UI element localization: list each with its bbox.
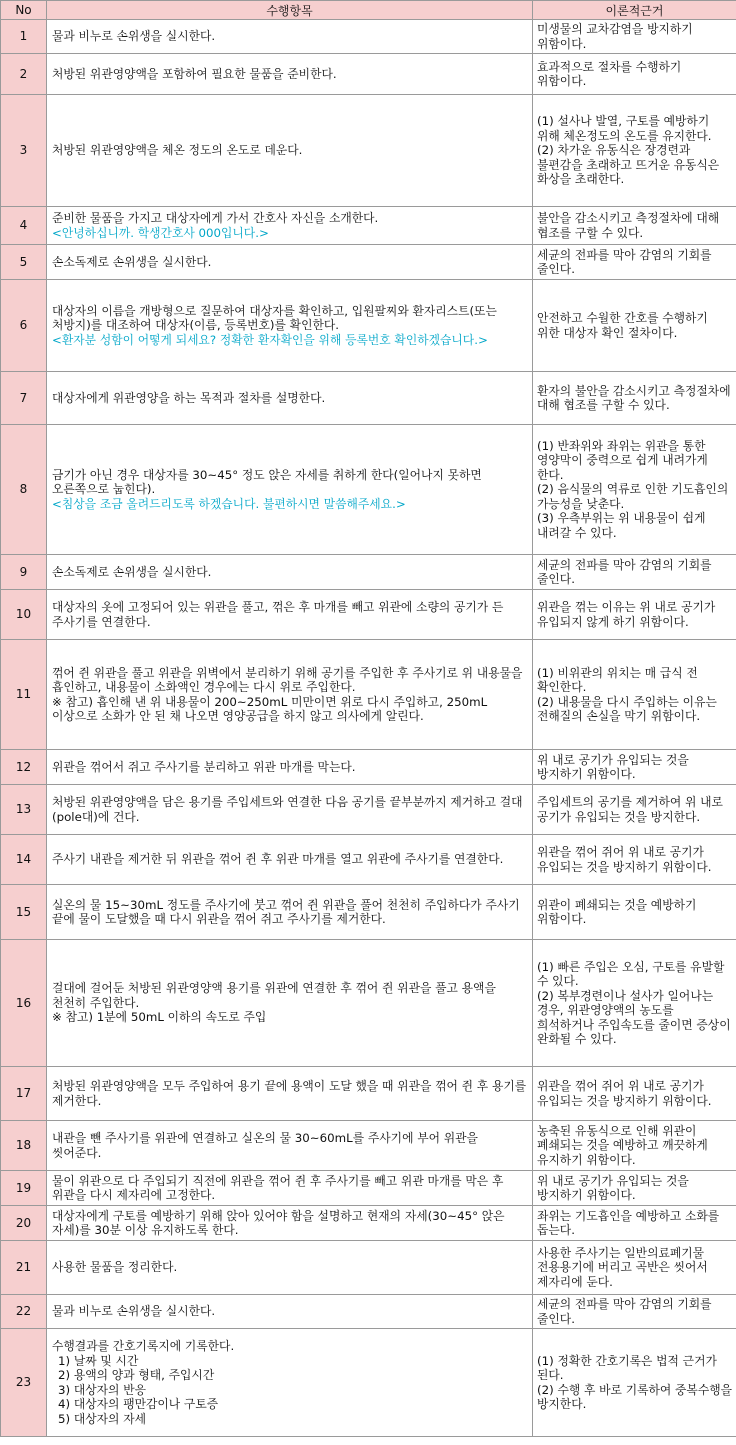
step-cell (47, 54, 533, 95)
rationale-cell (533, 54, 736, 95)
step-cell (47, 95, 533, 207)
row-number: 3 (1, 95, 47, 207)
step-text: 처방된 위관영양액을 체온 정도의 온도로 데운다. (52, 143, 303, 158)
nurse-script-text: <안녕하십니까. 학생간호사 000입니다.> (52, 225, 269, 240)
rationale-cell (533, 835, 736, 885)
row-number: 12 (1, 750, 47, 785)
rationale-cell (533, 372, 736, 425)
step-text: 위관을 꺾어서 쥐고 주사기를 분리하고 위관 마개를 막는다. (52, 759, 356, 774)
table-row (1, 555, 736, 590)
rationale-text: (1) 비위관의 위치는 매 급식 전 확인한다. (537, 665, 698, 694)
step-cell (47, 885, 533, 940)
step-cell (47, 1329, 533, 1437)
rationale-cell (533, 1241, 736, 1295)
table-row (1, 207, 736, 245)
record-list-item: 1) 날짜 및 시간 (58, 1353, 139, 1368)
rationale-cell (533, 1295, 736, 1329)
record-list-item: 2) 용액의 양과 형태, 주입시간 (58, 1368, 215, 1382)
step-cell (47, 1241, 533, 1295)
step-cell (47, 425, 533, 555)
step-text: 준비한 물품을 가지고 대상자에게 가서 간호사 자신을 소개한다. (52, 211, 379, 225)
step-text: 대상자의 옷에 고정되어 있는 위관을 풀고, 꺾은 후 마개를 빼고 위관에 소량의 공기가 든 주사기를 연결한다. (52, 600, 504, 629)
step-cell (47, 372, 533, 425)
table-row (1, 245, 736, 280)
header-no: No (1, 1, 47, 20)
step-cell (47, 1295, 533, 1329)
row-number: 17 (1, 1067, 47, 1121)
rationale-text: (1) 정확한 간호기록은 법적 근거가 된다. (537, 1353, 717, 1382)
row-number: 20 (1, 1206, 47, 1241)
step-text: 손소독제로 손위생을 실시한다. (52, 254, 212, 269)
row-number: 6 (1, 280, 47, 372)
row-number: 7 (1, 372, 47, 425)
step-cell (47, 207, 533, 245)
step-cell (47, 940, 533, 1067)
table-row (1, 54, 736, 95)
step-cell (47, 1206, 533, 1241)
step-text: 대상자에게 구토를 예방하기 위해 앉아 있어야 함을 설명하고 현재의 자세(30~45° 앉은 자세)를 30분 이상 유지하도록 한다. (52, 1208, 505, 1237)
row-number: 14 (1, 835, 47, 885)
table-row (1, 835, 736, 885)
step-text: 처방된 위관영양액을 포함하여 필요한 물품을 준비한다. (52, 66, 337, 81)
table-row (1, 785, 736, 835)
rationale-text: (2) 음식물의 역류로 인한 기도흡인의 가능성을 낮춘다. (537, 482, 729, 511)
step-text: ※ 참고) 1분에 50mL 이하의 속도로 주입 (52, 1010, 267, 1025)
step-text: 대상자에게 위관영양을 하는 목적과 절차를 설명한다. (52, 390, 326, 405)
rationale-text: 위 내로 공기가 유입되는 것을 방지하기 위함이다. (537, 1173, 689, 1202)
step-text: 수행결과를 간호기록지에 기록한다. (52, 1339, 235, 1353)
step-text: 사용한 물품을 정리한다. (52, 1260, 178, 1275)
nurse-script-text: <환자분 성함이 어떻게 되세요? 정확한 환자확인을 위해 등록번호 확인하겠습니다.> (52, 332, 488, 347)
rationale-text: (1) 빠른 주입은 오심, 구토를 유발할 수 있다. (537, 959, 725, 988)
step-text: 처방된 위관영양액을 담은 용기를 주입세트와 연결한 다음 공기를 끝부분까지 제거하고 걸대(pole대)에 건다. (52, 795, 523, 824)
row-number: 23 (1, 1329, 47, 1437)
step-text: 대상자의 이름을 개방형으로 질문하여 대상자를 확인하고, 입원팔찌와 환자리스트(또는 처방지)를 대조하여 대상자(이름, 등록번호)를 확인한다. (52, 303, 497, 333)
rationale-cell (533, 95, 736, 207)
rationale-text: 미생물의 교차감염을 방지하기 위함이다. (537, 22, 693, 51)
step-text: 물과 비누로 손위생을 실시한다. (52, 1304, 216, 1319)
step-text: 손소독제로 손위생을 실시한다. (52, 564, 212, 579)
table-row (1, 372, 736, 425)
rationale-text: 위관을 꺾어 쥐어 위 내로 공기가 유입되는 것을 방지하기 위함이다. (537, 845, 712, 874)
header-row (1, 1, 736, 20)
rationale-text: 안전하고 수월한 간호를 수행하기 위한 대상자 확인 절차이다. (537, 311, 708, 340)
record-list-item: 3) 대상자의 반응 (58, 1382, 146, 1397)
step-cell (47, 1121, 533, 1171)
rationale-text: 위관이 폐쇄되는 것을 예방하기 위함이다. (537, 897, 697, 926)
row-number: 5 (1, 245, 47, 280)
table-row (1, 1241, 736, 1295)
step-text: 꺾어 쥔 위관을 풀고 위관을 위벽에서 분리하기 위해 공기를 주입한 후 주사기로 위 내용물을 흡인하고, 내용물이 소화액인 경우에는 다시 위로 주입한다. (52, 665, 523, 694)
step-cell (47, 835, 533, 885)
rationale-text: (2) 복부경련이나 설사가 일어나는 경우, 위관영양액의 농도를 희석하거나 주입속도를 줄이면 증상이 완화될 수 있다. (537, 988, 731, 1046)
table-row (1, 1206, 736, 1241)
step-text: 걸대에 걸어둔 처방된 위관영양액 용기를 위관에 연결한 후 꺾어 쥔 위관을 풀고 용액을 천천히 주입한다. (52, 981, 496, 1010)
rationale-text: 세균의 전파를 막아 감염의 기회를 줄인다. (537, 247, 712, 276)
row-number: 22 (1, 1295, 47, 1329)
header-reason: 이론적근거 (533, 1, 736, 20)
rationale-text: (1) 반좌위와 좌위는 위관을 통한 영양막이 중력으로 쉽게 내려가게 한다. (537, 438, 708, 482)
table-row (1, 1295, 736, 1329)
step-text: ※ 참고) 흡인해 낸 위 내용물이 200~250mL 미만이면 위로 다시 주입하고, 250mL 이상으로 소화가 안 된 채 나오면 영양공급을 하지 않고 의사에게 알린다. (52, 694, 488, 723)
table-row (1, 1121, 736, 1171)
row-number: 13 (1, 785, 47, 835)
rationale-cell (533, 207, 736, 245)
rationale-cell (533, 20, 736, 54)
row-number: 9 (1, 555, 47, 590)
table-row (1, 1329, 736, 1437)
rationale-cell (533, 425, 736, 555)
rationale-cell (533, 1171, 736, 1206)
table-row (1, 20, 736, 54)
step-cell (47, 20, 533, 54)
step-text: 주사기 내관을 제거한 뒤 위관을 꺾어 쥔 후 위관 마개를 열고 위관에 주사기를 연결한다. (52, 852, 504, 867)
rationale-text: 환자의 불안을 감소시키고 측정절차에 대해 협조를 구할 수 있다. (537, 383, 731, 412)
rationale-text: (2) 수행 후 바로 기록하여 중복수행을 방지한다. (537, 1382, 733, 1411)
table-row (1, 640, 736, 750)
rationale-cell (533, 785, 736, 835)
step-text: 물과 비누로 손위생을 실시한다. (52, 29, 216, 44)
step-cell (47, 1067, 533, 1121)
rationale-text: 효과적으로 절차를 수행하기 위함이다. (537, 59, 682, 88)
row-number: 1 (1, 20, 47, 54)
rationale-text: 위관을 꺾는 이유는 위 내로 공기가 유입되지 않게 하기 위함이다. (537, 600, 716, 629)
step-text: 실온의 물 15~30mL 정도를 주사기에 붓고 꺾어 쥔 위관을 풀어 천천히 주입하다가 주사기 끝에 물이 도달했을 때 다시 위관을 꺾어 쥐고 주사기를 제거한다. (52, 897, 520, 926)
rationale-cell (533, 1329, 736, 1437)
row-number: 10 (1, 590, 47, 640)
rationale-text: 세균의 전파를 막아 감염의 기회를 줄인다. (537, 1297, 712, 1326)
row-number: 8 (1, 425, 47, 555)
step-cell (47, 245, 533, 280)
rationale-text: 위관을 꺾어 쥐어 위 내로 공기가 유입되는 것을 방지하기 위함이다. (537, 1079, 712, 1108)
nurse-script-text: <침상을 조금 올려드리도록 하겠습니다. 불편하시면 말씀해주세요.> (52, 496, 406, 511)
rationale-cell (533, 1206, 736, 1241)
table-row (1, 750, 736, 785)
step-cell (47, 750, 533, 785)
step-cell (47, 280, 533, 372)
rationale-text: (3) 우측부위는 위 내용물이 쉽게 내려갈 수 있다. (537, 511, 706, 540)
rationale-cell (533, 590, 736, 640)
row-number: 18 (1, 1121, 47, 1171)
rationale-cell (533, 750, 736, 785)
rationale-text: 사용한 주사기는 일반의료폐기물 전용용기에 버리고 곡반은 씻어서 제자리에 둔다. (537, 1245, 708, 1289)
record-list-item: 4) 대상자의 팽만감이나 구토증 (58, 1397, 219, 1411)
rationale-cell (533, 940, 736, 1067)
step-cell (47, 1171, 533, 1206)
rationale-text: 좌위는 기도흡인을 예방하고 소화를 돕는다. (537, 1208, 720, 1237)
step-cell (47, 590, 533, 640)
rationale-text: 주입세트의 공기를 제거하여 위 내로 공기가 유입되는 것을 방지한다. (537, 795, 723, 824)
row-number: 2 (1, 54, 47, 95)
table-row (1, 95, 736, 207)
step-cell (47, 640, 533, 750)
rationale-cell (533, 280, 736, 372)
step-text: 물이 위관으로 다 주입되기 직전에 위관을 꺾어 쥔 후 주사기를 빼고 위관 마개를 막은 후 위관을 다시 제자리에 고정한다. (52, 1173, 504, 1202)
step-text: 내관을 뺀 주사기를 위관에 연결하고 실온의 물 30~60mL를 주사기에 부어 위관을 씻어준다. (52, 1131, 478, 1160)
row-number: 21 (1, 1241, 47, 1295)
rationale-cell (533, 1121, 736, 1171)
table-row (1, 1171, 736, 1206)
table-row (1, 280, 736, 372)
rationale-cell (533, 640, 736, 750)
rationale-text: 불안을 감소시키고 측정절차에 대해 협조를 구할 수 있다. (537, 211, 720, 240)
row-number: 15 (1, 885, 47, 940)
rationale-text: (1) 설사나 발열, 구토를 예방하기 위해 체온정도의 온도를 유지한다. (537, 114, 712, 143)
step-cell (47, 555, 533, 590)
step-text: 금기가 아닌 경우 대상자를 30~45° 정도 앉은 자세를 취하게 한다(일어나지 못하면 오른쪽으로 눕힌다). (52, 467, 482, 497)
step-text: 처방된 위관영양액을 모두 주입하여 용기 끝에 용액이 도달 했을 때 위관을 꺾어 쥔 후 용기를 제거한다. (52, 1079, 527, 1108)
row-number: 4 (1, 207, 47, 245)
record-list-item: 5) 대상자의 자세 (58, 1411, 146, 1426)
rationale-cell (533, 245, 736, 280)
table-row (1, 590, 736, 640)
rationale-text: (2) 내용물을 다시 주입하는 이유는 전해질의 손실을 막기 위함이다. (537, 694, 717, 723)
rationale-text: 세균의 전파를 막아 감염의 기회를 줄인다. (537, 557, 712, 586)
row-number: 19 (1, 1171, 47, 1206)
step-cell (47, 785, 533, 835)
rationale-cell (533, 885, 736, 940)
table-row (1, 885, 736, 940)
rationale-cell (533, 1067, 736, 1121)
rationale-text: (2) 차가운 유동식은 장경련과 불편감을 초래하고 뜨거운 유동식은 화상을 초래한다. (537, 143, 720, 187)
header-step: 수행항목 (47, 1, 533, 20)
table-row (1, 425, 736, 555)
row-number: 11 (1, 640, 47, 750)
table-row (1, 1067, 736, 1121)
row-number: 16 (1, 940, 47, 1067)
rationale-cell (533, 555, 736, 590)
rationale-text: 위 내로 공기가 유입되는 것을 방지하기 위함이다. (537, 752, 689, 781)
rationale-text: 농축된 유동식으로 인해 위관이 폐쇄되는 것을 예방하고 깨끗하게 유지하기 위함이다. (537, 1123, 708, 1167)
table-row (1, 940, 736, 1067)
